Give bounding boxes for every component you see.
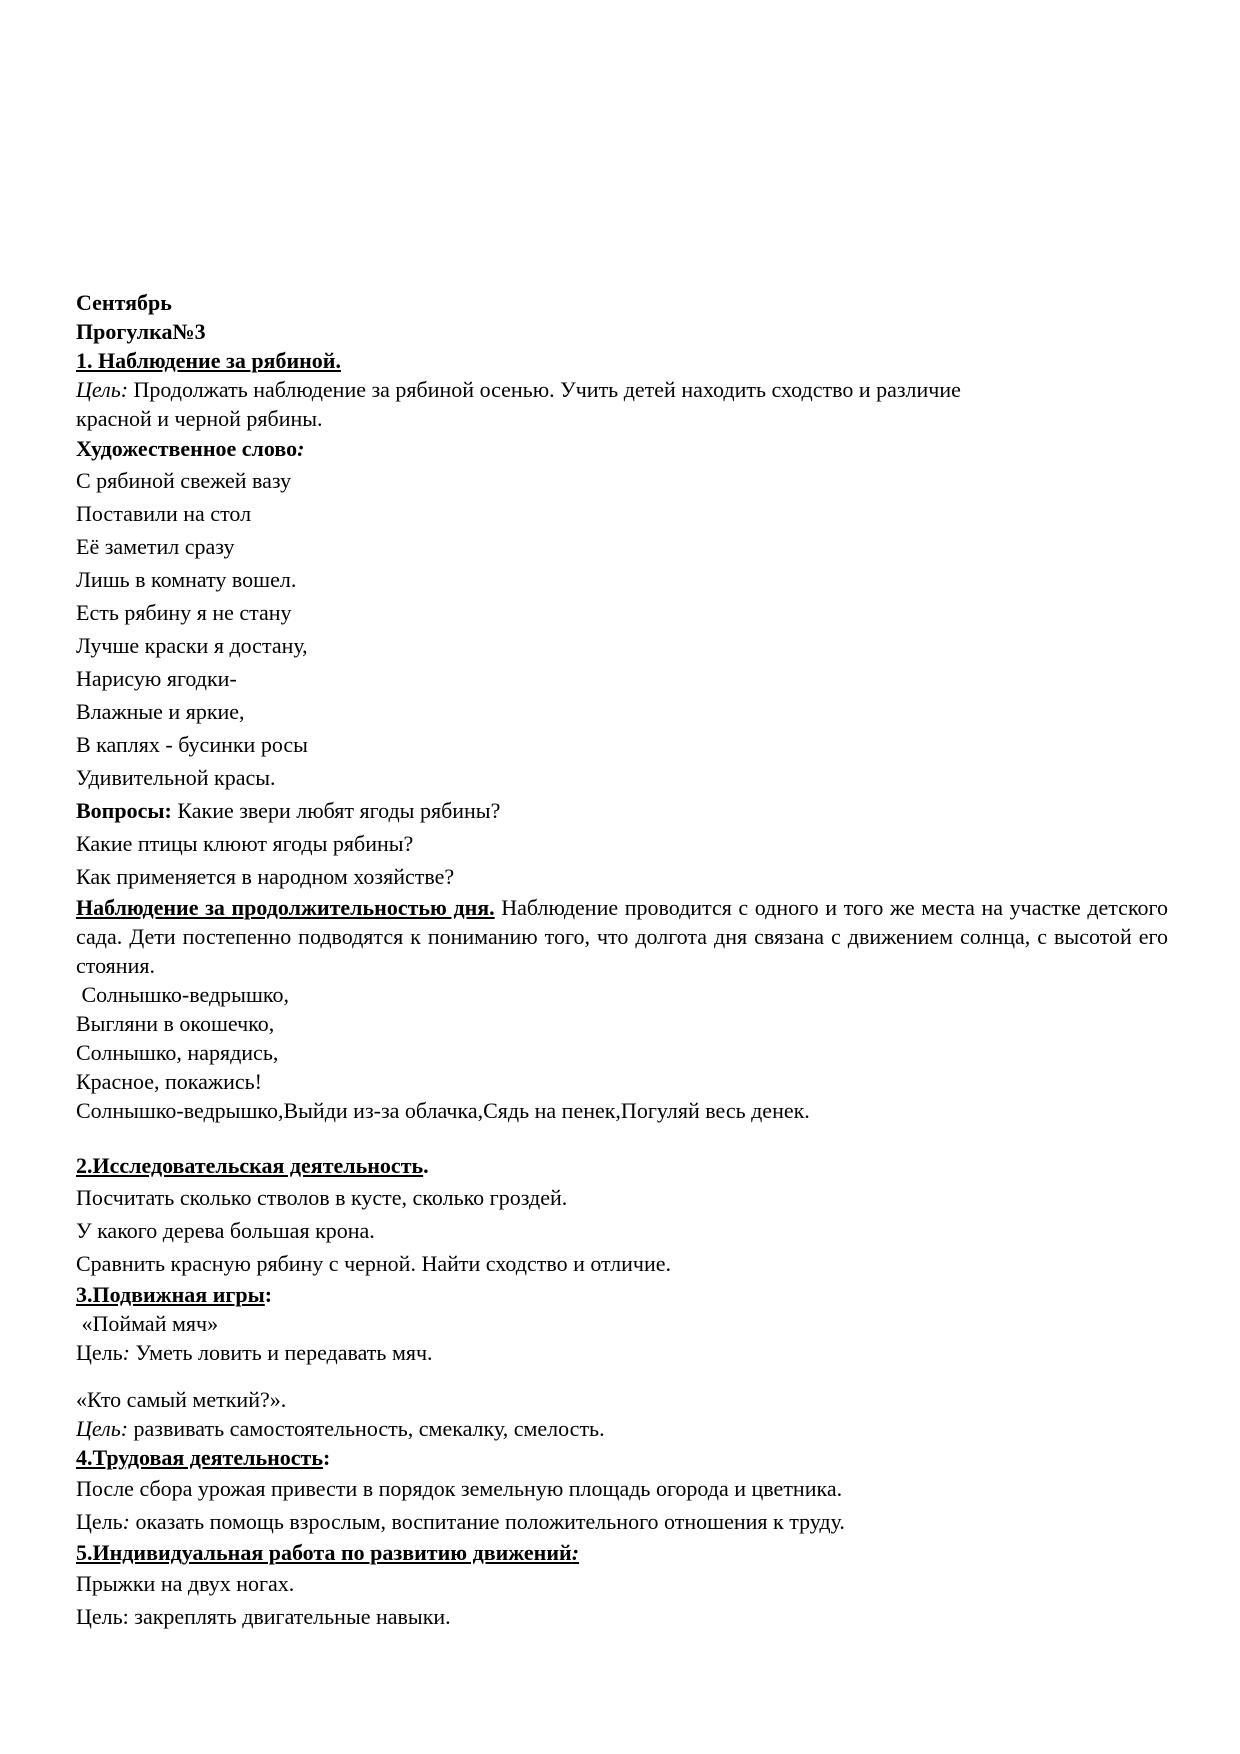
poem-line: Лучше краски я достану, [76, 633, 308, 658]
labor-text: После сбора урожая привести в порядок земельную площадь огорода и цветника. [76, 1476, 843, 1501]
poem-line: Есть рябину я не стану [76, 600, 292, 625]
sun-poem-line: Выгляни в окошечко, [76, 1011, 275, 1036]
research-item: У какого дерева большая крона. [76, 1218, 375, 1243]
movement-text: Прыжки на двух ногах. [76, 1571, 295, 1596]
section4-heading: 4.Трудовая деятельность: [76, 1445, 331, 1470]
sun-poem-line: Солнышко-ведрышко, [76, 982, 289, 1007]
section1-heading: 1. Наблюдение за рябиной. [76, 348, 341, 373]
poem-line: Лишь в комнату вошел. [76, 567, 297, 592]
daylight-paragraph: Наблюдение за продолжительностью дня. Наблюдение проводится с одного и того же места на участке детского сада. Дети постепенно подводятся к пониманию того, что долгота дня связана с движением солнца, с высотой его стояния. [76, 895, 1168, 978]
movement-goal: Цель: закреплять двигательные навыки. [76, 1604, 451, 1629]
poem-line: Поставили на стол [76, 501, 252, 526]
poem-line: Её заметил сразу [76, 534, 235, 559]
section1-goal-cont: красной и черной рябины. [76, 406, 323, 431]
section1-goal [76, 375, 1168, 404]
sun-poem-line: Солнышко-ведрышко,Выйди из-за облачка,Сядь на пенек,Погуляй весь денек. [76, 1098, 810, 1123]
poem-line: В каплях - бусинки росы [76, 732, 308, 757]
goal-text: Продолжать наблюдение за рябиной осенью. Учить детей находить сходство и различие [128, 377, 961, 402]
questions-line: Вопросы: Какие звери любят ягоды рябины? [76, 798, 501, 823]
daylight-heading: Наблюдение за продолжительностью дня. [76, 895, 495, 920]
poem-line: Удивительной красы. [76, 765, 276, 790]
question-item: Какие птицы клюют ягоды рябины? [76, 831, 414, 856]
poem-line: С рябиной свежей вазу [76, 468, 292, 493]
month-title: Сентябрь [76, 290, 172, 315]
game2-goal: Цель: развивать самостоятельность, смекалку, смелость. [76, 1416, 605, 1441]
game2-title: «Кто самый меткий?». [76, 1387, 287, 1412]
game1-title: «Поймай мяч» [76, 1311, 219, 1336]
research-item: Посчитать сколько стволов в кусте, сколько гроздей. [76, 1185, 568, 1210]
poem-line: Нарисую ягодки- [76, 666, 237, 691]
poem-line: Влажные и яркие, [76, 699, 245, 724]
question-item: Как применяется в народном хозяйстве? [76, 864, 455, 889]
game1-goal: Цель: Уметь ловить и передавать мяч. [76, 1340, 433, 1365]
labor-goal: Цель: оказать помощь взрослым, воспитание положительного отношения к труду. [76, 1509, 845, 1534]
document-content [76, 288, 1168, 1633]
sun-poem-line: Красное, покажись! [76, 1069, 263, 1094]
sun-poem-line: Солнышко, нарядись, [76, 1040, 279, 1065]
art-word-label: Художественное слово: [76, 436, 305, 461]
research-item: Сравнить красную рябину с черной. Найти сходство и отличие. [76, 1251, 671, 1276]
section3-heading: 3.Подвижная игры: [76, 1282, 273, 1307]
goal-label: Цель: [76, 377, 129, 402]
section2-heading: 2.Исследовательская деятельность. [76, 1153, 429, 1178]
section5-heading: 5.Индивидуальная работа по развитию движений: [76, 1540, 580, 1565]
walk-title: Прогулка№3 [76, 319, 206, 344]
